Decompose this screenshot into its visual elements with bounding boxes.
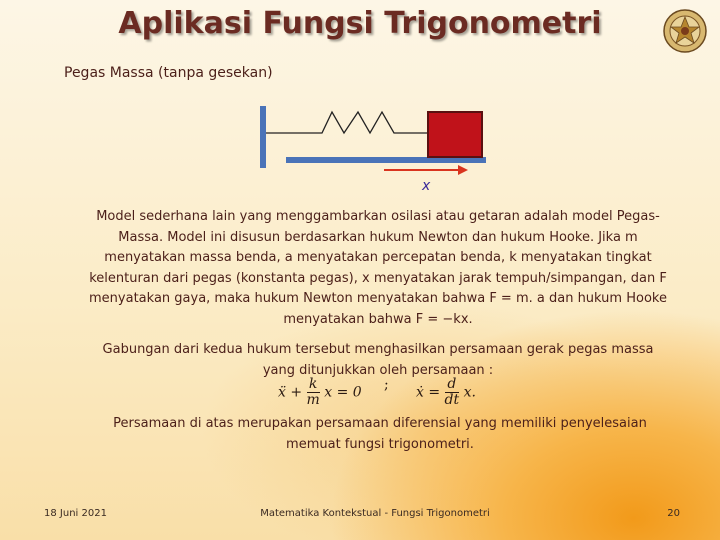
displacement-label: x [422, 178, 431, 194]
eq2-numerator: d [445, 377, 460, 393]
eq1-fraction [307, 377, 320, 408]
paragraph-combination: Gabungan dari kedua hukum tersebut menghasilkan persamaan gerak pegas massa yang ditunjukkan oleh persamaan : [102, 342, 654, 378]
university-seal-icon [662, 8, 708, 54]
paragraph-conclusion: Persamaan di atas merupakan persamaan diferensial yang memiliki penyelesaian memuat fungsi trigonometri. [113, 416, 647, 452]
slide-title: Aplikasi Fungsi Trigonometri [118, 6, 602, 41]
spring-mass-diagram [250, 100, 500, 200]
eq1-denominator: m [306, 392, 320, 408]
equation-separator: ; [384, 377, 389, 393]
paragraph-model: Model sederhana lain yang menggambarkan osilasi atau getaran adalah model Pegas-Massa. Model ini disusun berdasarkan hukum Newton dan hukum Hooke. Jika m menyatakan massa benda, a menyatakan percepatan benda, k menyatakan tingkat kelenturan dari pegas (konstanta pegas), x menyatakan jarak tempuh/simpangan, dan F menyatakan gaya, maka hukum Newton menyatakan bahwa F = m. a dan hukum Hooke menyatakan bahwa F = −kx. [89, 209, 667, 327]
footer-title: Matematika Kontekstual - Fungsi Trigonometri [260, 508, 490, 519]
footer-page-number: 20 [667, 508, 680, 519]
eq2-fraction [445, 377, 460, 408]
eq1-numerator: k [307, 377, 320, 393]
mass-block [428, 112, 482, 157]
eq2-right: x. [463, 384, 476, 401]
equation-velocity [416, 377, 476, 408]
equation-motion [278, 377, 362, 408]
eq1-right: x = 0 [324, 384, 362, 401]
eq1-left: ẍ + [278, 384, 303, 401]
eq2-denominator: dt [444, 392, 460, 408]
section-subtitle: Pegas Massa (tanpa gesekan) [64, 65, 273, 81]
wall [260, 106, 266, 168]
spring [266, 112, 428, 133]
eq2-left: ẋ = [416, 384, 441, 401]
footer-date: 18 Juni 2021 [44, 508, 107, 519]
